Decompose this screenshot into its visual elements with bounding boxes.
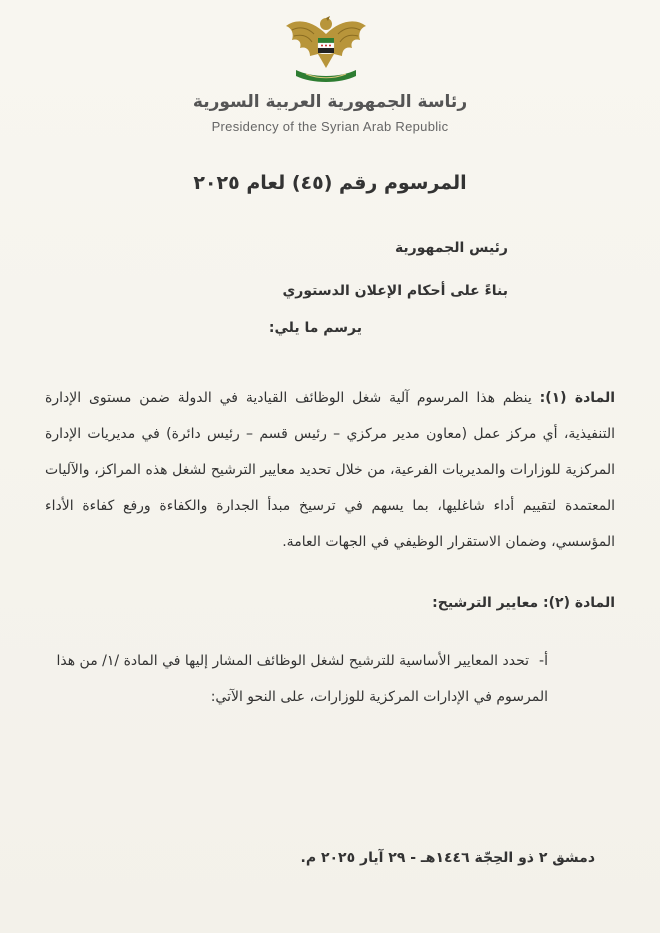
preamble-president: رئيس الجمهورية [394, 240, 508, 256]
item-a-text: تحدد المعايير الأساسية للترشيح لشغل الوظائف المشار إليها في المادة /١/ من هذا المرسوم في الإدارات المركزية للوزارات، على النحو الآتي: [56, 653, 548, 705]
decree-title: المرسوم رقم (٤٥) لعام ٢٠٢٥ [193, 172, 467, 194]
syrian-eagle-emblem-icon [282, 12, 370, 86]
item-a-marker: أ- [539, 653, 548, 669]
article-1-text: ينظم هذا المرسوم آلية شغل الوظائف القيادية في الدولة ضمن مستوى الإدارة التنفيذية، أي مركز عمل (معاون مدير مركزي – رئيس قسم – رئيس دائرة) في مديريات الإدارة المركزية للوزارات والمديريات الفرعية، من خلال تحديد معايير الترشيح لشغل هذه المراكز، والآليات المعتمدة لتقييم أداء شاغليها، بما يسهم في ترسيخ مبدأ الجدارة والكفاءة ورفع كفاءة الأداء المؤسسي، وضمان الاستقرار الوظيفي في الجهات العامة. [45, 390, 615, 550]
header-arabic: رئاسة الجمهورية العربية السورية [192, 92, 468, 112]
footer-date: دمشق ٢ ذو الحِجّة ١٤٤٦هـ - ٢٩ آيار ٢٠٢٥ م. [300, 850, 595, 866]
preamble-constitutional: بناءً على أحكام الإعلان الدستوري [282, 283, 508, 299]
article-1 [45, 380, 615, 560]
header-english: Presidency of the Syrian Arab Republic [211, 119, 449, 134]
preamble-decrees: يرسم ما يلي: [268, 320, 362, 336]
article-1-label: المادة (١): [539, 390, 616, 406]
article-2-label: المادة (٢): معايير الترشيح: [432, 595, 615, 611]
article-2-item-a [45, 643, 548, 715]
